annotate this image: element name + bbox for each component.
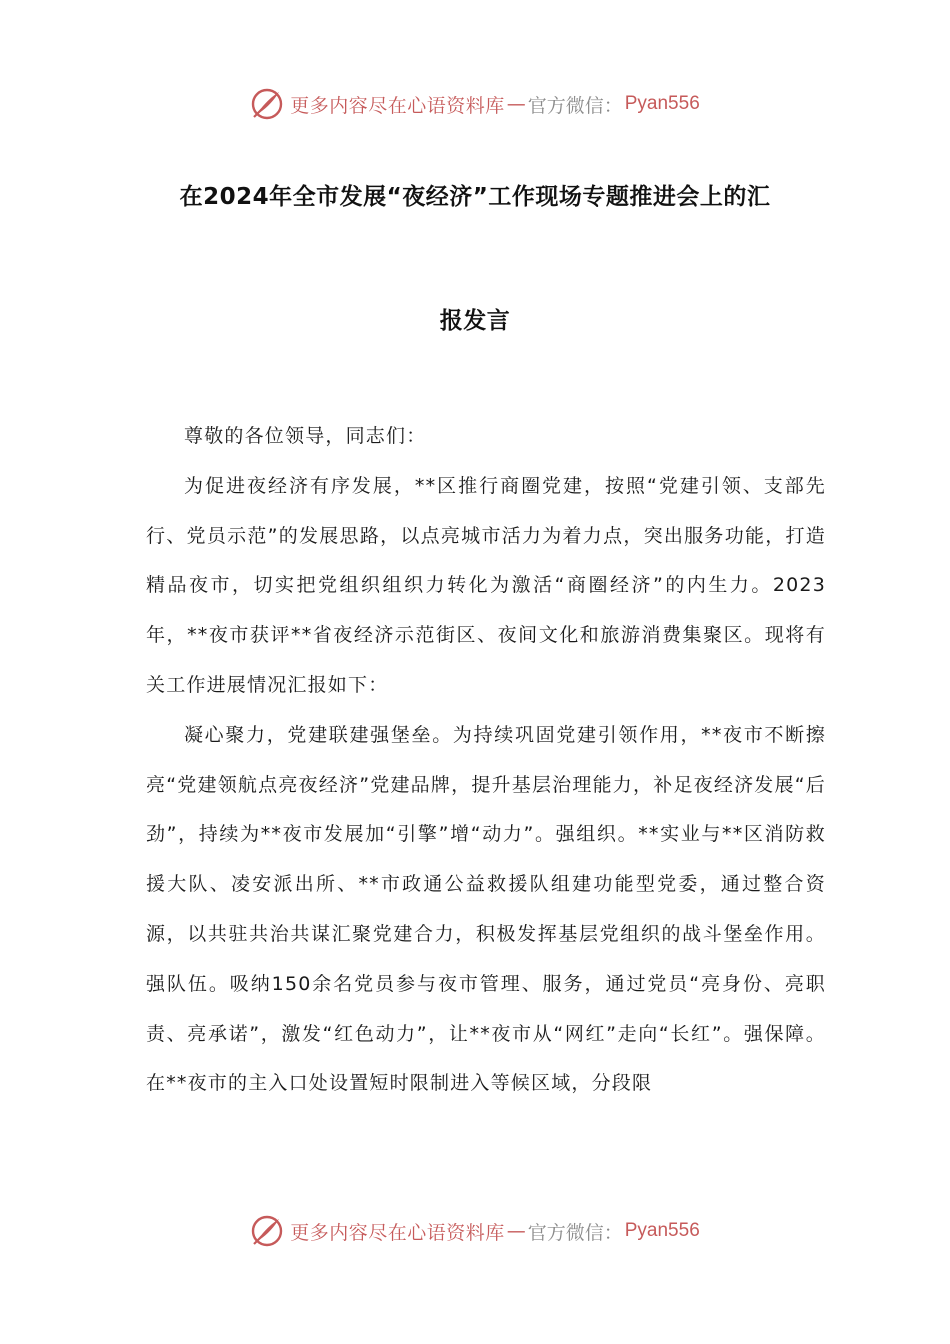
paragraph-party-building: 凝心聚力，党建联建强堡垒。为持续巩固党建引领作用，**夜市不断擦亮“党建领航点亮夜经济”党建品牌，提升基层治理能力，补足夜经济发展“后劲”，持续为**夜市发展加“引擎”增“动力”。强组织。**实业与**区消防救援大队、凌安派出所、**市政通公益救援队组建功能型党委，通过整合资源，以共驻共治共谋汇聚党建合力，积极发挥基层党组织的战斗堡垒作用。强队伍。吸纳150余名党员参与夜市管理、服务，通过党员“亮身份、亮职责、亮承诺”，激发“红色动力”，让**夜市从“网红”走向“长红”。强保障。在**夜市的主入口处设置短时限制进入等候区域，分段限 <box>146 723 826 1095</box>
quill-logo-icon <box>250 87 284 121</box>
banner-text: 更多内容尽在心语资料库 <box>290 1221 505 1244</box>
banner-separator: — <box>506 93 526 115</box>
document-title-line1: 在2024年全市发展“夜经济”工作现场专题推进会上的汇 <box>179 184 771 210</box>
footer-banner <box>0 1211 950 1251</box>
salutation: 尊敬的各位领导，同志们： <box>184 425 427 447</box>
header-banner <box>0 84 950 124</box>
document-title-line2: 报发言 <box>439 308 511 334</box>
banner-contact-label: 官方微信： <box>527 1221 623 1244</box>
document-body <box>146 412 826 1109</box>
banner-contact-label: 官方微信： <box>527 94 623 117</box>
paragraph-intro: 为促进夜经济有序发展，**区推行商圈党建，按照“党建引领、支部先行、党员示范”的发展思路，以点亮城市活力为着力点，突出服务功能，打造精品夜市，切实把党组织组织力转化为激活“商圈经济”的内生力。2023年，**夜市获评**省夜经济示范街区、夜间文化和旅游消费集聚区。现将有关工作进展情况汇报如下： <box>146 474 826 696</box>
banner-contact-id: Pyan556 <box>624 1220 700 1241</box>
banner-separator: — <box>506 1220 526 1242</box>
banner-text: 更多内容尽在心语资料库 <box>290 94 505 117</box>
banner-contact-id: Pyan556 <box>624 93 700 114</box>
quill-logo-icon <box>250 1214 284 1248</box>
